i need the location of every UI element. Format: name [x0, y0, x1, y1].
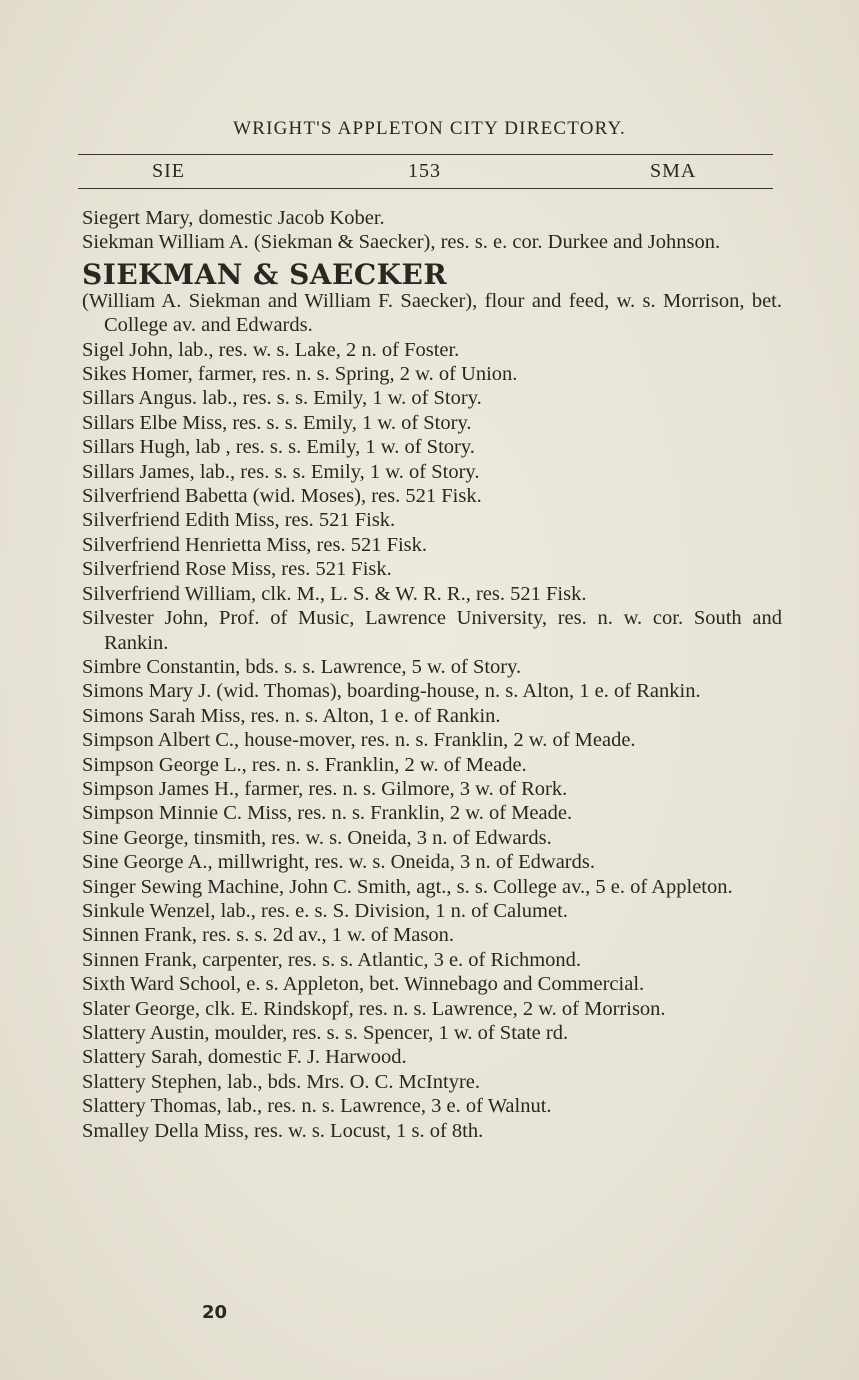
directory-entry: Simons Mary J. (wid. Thomas), boarding-house, n. s. Alton, 1 e. of Rankin. [82, 680, 701, 703]
directory-entry: Simons Sarah Miss, res. n. s. Alton, 1 e. of Rankin. [82, 704, 501, 727]
directory-entry: Sillars Elbe Miss, res. s. s. Emily, 1 w. of Story. [82, 411, 472, 434]
firm-heading: SIEKMAN & SAECKER [82, 257, 448, 291]
directory-entry: Siekman William A. (Siekman & Saecker), res. s. e. cor. Durkee and Johnson. [82, 231, 721, 254]
directory-entry: Sixth Ward School, e. s. Appleton, bet. Winnebago and Commercial. [82, 973, 645, 996]
directory-entry: Singer Sewing Machine, John C. Smith, agt., s. s. College av., 5 e. of Appleton. [82, 875, 733, 898]
directory-entry: Sillars Angus. lab., res. s. s. Emily, 1 w. of Story. [82, 387, 482, 410]
directory-entry: Simpson Albert C., house-mover, res. n. s. Franklin, 2 w. of Meade. [82, 729, 636, 752]
directory-entry: Sinkule Wenzel, lab., res. e. s. S. Division, 1 n. of Calumet. [82, 899, 568, 922]
directory-entry: Slattery Stephen, lab., bds. Mrs. O. C. McIntyre. [82, 1070, 480, 1093]
directory-entry: Sigel John, lab., res. w. s. Lake, 2 n. of Foster. [82, 338, 460, 361]
signature-mark: 20 [202, 1302, 228, 1323]
directory-entry: Sine George A., millwright, res. w. s. Oneida, 3 n. of Edwards. [82, 851, 595, 874]
directory-entry: Sinnen Frank, carpenter, res. s. s. Atlantic, 3 e. of Richmond. [82, 948, 582, 971]
directory-entry: Smalley Della Miss, res. w. s. Locust, 1 s. of 8th. [82, 1119, 484, 1142]
header-rule-top [78, 154, 773, 155]
directory-entry: Slater George, clk. E. Rindskopf, res. n. s. Lawrence, 2 w. of Morrison. [82, 997, 666, 1020]
directory-entry: Silverfriend William, clk. M., L. S. & W. R. R., res. 521 Fisk. [82, 582, 587, 605]
header-rule-bottom [78, 188, 773, 189]
running-head: WRIGHT'S APPLETON CITY DIRECTORY. [233, 118, 626, 139]
directory-entry: Silverfriend Rose Miss, res. 521 Fisk. [82, 558, 392, 581]
page-number: 153 [408, 160, 441, 182]
directory-entry: Sikes Homer, farmer, res. n. s. Spring, 2 w. of Union. [82, 363, 518, 386]
directory-entry: Silvester John, Prof. of Music, Lawrence University, res. n. w. cor. South and Rankin. [82, 607, 782, 654]
directory-entries [82, 206, 782, 1143]
directory-entry: Silverfriend Babetta (wid. Moses), res. 521 Fisk. [82, 485, 482, 508]
directory-entry: Sillars James, lab., res. s. s. Emily, 1 w. of Story. [82, 460, 480, 483]
directory-entry: Silverfriend Edith Miss, res. 521 Fisk. [82, 509, 396, 532]
directory-entry: Simpson James H., farmer, res. n. s. Gilmore, 3 w. of Rork. [82, 777, 568, 800]
directory-entry: (William A. Siekman and William F. Saecker), flour and feed, w. s. Morrison, bet. College av. and Edwards. [82, 289, 782, 337]
directory-entry: Siegert Mary, domestic Jacob Kober. [82, 207, 385, 229]
directory-entry: Sine George, tinsmith, res. w. s. Oneida, 3 n. of Edwards. [82, 826, 552, 849]
directory-entry: Simpson George L., res. n. s. Franklin, 2 w. of Meade. [82, 753, 527, 776]
guide-word-left: SIE [152, 160, 185, 182]
directory-entry: Sillars Hugh, lab , res. s. s. Emily, 1 w. of Story. [82, 436, 475, 459]
directory-entry: Simpson Minnie C. Miss, res. n. s. Franklin, 2 w. of Meade. [82, 802, 573, 825]
directory-entry: Slattery Austin, moulder, res. s. s. Spencer, 1 w. of State rd. [82, 1022, 569, 1044]
directory-entry: Slattery Sarah, domestic F. J. Harwood. [82, 1046, 407, 1069]
guide-word-right: SMA [650, 160, 697, 182]
directory-entry: Sinnen Frank, res. s. s. 2d av., 1 w. of Mason. [82, 924, 455, 947]
directory-entry: Slattery Thomas, lab., res. n. s. Lawrence, 3 e. of Walnut. [82, 1095, 552, 1118]
directory-entry: Silverfriend Henrietta Miss, res. 521 Fisk. [82, 533, 428, 556]
directory-entry: Simbre Constantin, bds. s. s. Lawrence, 5 w. of Story. [82, 655, 522, 678]
